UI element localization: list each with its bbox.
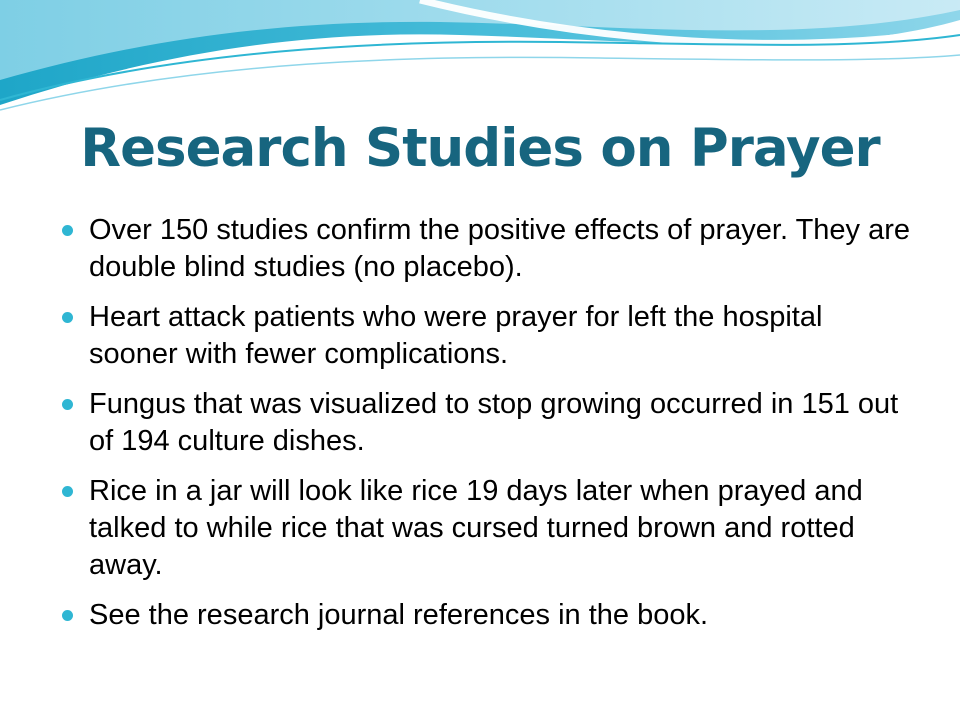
bullet-text: Rice in a jar will look like rice 19 days later when prayed and talked to while rice that was cursed turned brown and rotted away. bbox=[89, 475, 863, 581]
list-item bbox=[62, 212, 912, 286]
bullet-dot-icon bbox=[62, 610, 73, 621]
bullet-dot-icon bbox=[62, 312, 73, 323]
bullet-list bbox=[62, 212, 912, 647]
bullet-text: Over 150 studies confirm the positive effects of prayer. They are double blind studies (no placebo). bbox=[89, 214, 911, 283]
list-item bbox=[62, 299, 912, 373]
bullet-dot-icon bbox=[62, 399, 73, 410]
list-item bbox=[62, 473, 912, 584]
bullet-text: Heart attack patients who were prayer for left the hospital sooner with fewer complications. bbox=[89, 301, 823, 370]
bullet-text: Fungus that was visualized to stop growing occurred in 151 out of 194 culture dishes. bbox=[89, 388, 899, 457]
header-wave-decoration bbox=[0, 0, 960, 120]
bullet-dot-icon bbox=[62, 225, 73, 236]
list-item bbox=[62, 386, 912, 460]
bullet-text: See the research journal references in the book. bbox=[89, 599, 709, 631]
bullet-dot-icon bbox=[62, 486, 73, 497]
list-item bbox=[62, 597, 912, 634]
slide-title: Research Studies on Prayer bbox=[80, 118, 880, 179]
